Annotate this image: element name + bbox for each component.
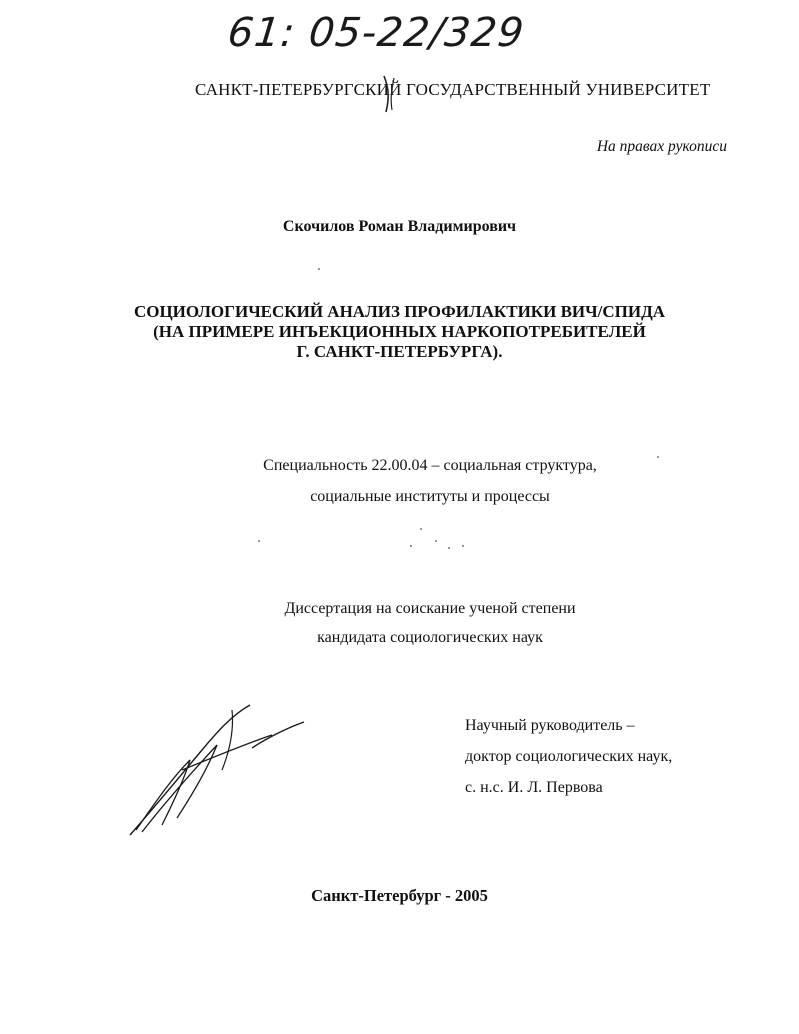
degree-line-1: Диссертация на соискание ученой степени (284, 600, 576, 617)
scan-speck (420, 528, 422, 530)
scan-speck (448, 547, 450, 549)
university-name: САНКТ-ПЕТЕРБУРГСКИЙ ГОСУДАРСТВЕННЫЙ УНИВЕРСИТЕТ (195, 80, 711, 99)
title-line-3: Г. САНКТ-ПЕТЕРБУРГА). (296, 342, 503, 361)
supervisor-line-2: доктор социологических наук, (465, 748, 673, 765)
author-name: Скочилов Роман Владимирович (282, 218, 517, 235)
scan-speck (435, 540, 437, 542)
specialty-line-2: социальные институты и процессы (310, 488, 550, 505)
dissertation-title (0, 302, 799, 362)
scan-speck (318, 268, 320, 270)
title-line-2: (НА ПРИМЕРЕ ИНЪЕКЦИОННЫХ НАРКОПОТРЕБИТЕЛЕЙ (153, 322, 646, 341)
scan-speck (462, 545, 464, 547)
title-line-1: СОЦИОЛОГИЧЕСКИЙ АНАЛИЗ ПРОФИЛАКТИКИ ВИЧ/СПИДА (133, 302, 666, 321)
manuscript-note: На правах рукописи (596, 138, 727, 155)
scan-speck (657, 456, 659, 458)
supervisor-line-1: Научный руководитель – (465, 717, 635, 734)
specialty-block (200, 450, 660, 512)
author-signature (122, 700, 322, 850)
degree-block (250, 594, 610, 652)
supervisor-block (465, 710, 672, 803)
scan-speck (258, 540, 260, 542)
handwritten-stroke-mark (380, 74, 404, 114)
scan-speck (410, 545, 412, 547)
city-year: Санкт-Петербург - 2005 (311, 886, 488, 905)
archive-code: 61: 05-22/329 (225, 10, 527, 56)
degree-line-2: кандидата социологических наук (317, 629, 543, 646)
supervisor-line-3: с. н.с. И. Л. Первова (465, 779, 603, 796)
specialty-line-1: Специальность 22.00.04 – социальная структура, (263, 457, 597, 474)
